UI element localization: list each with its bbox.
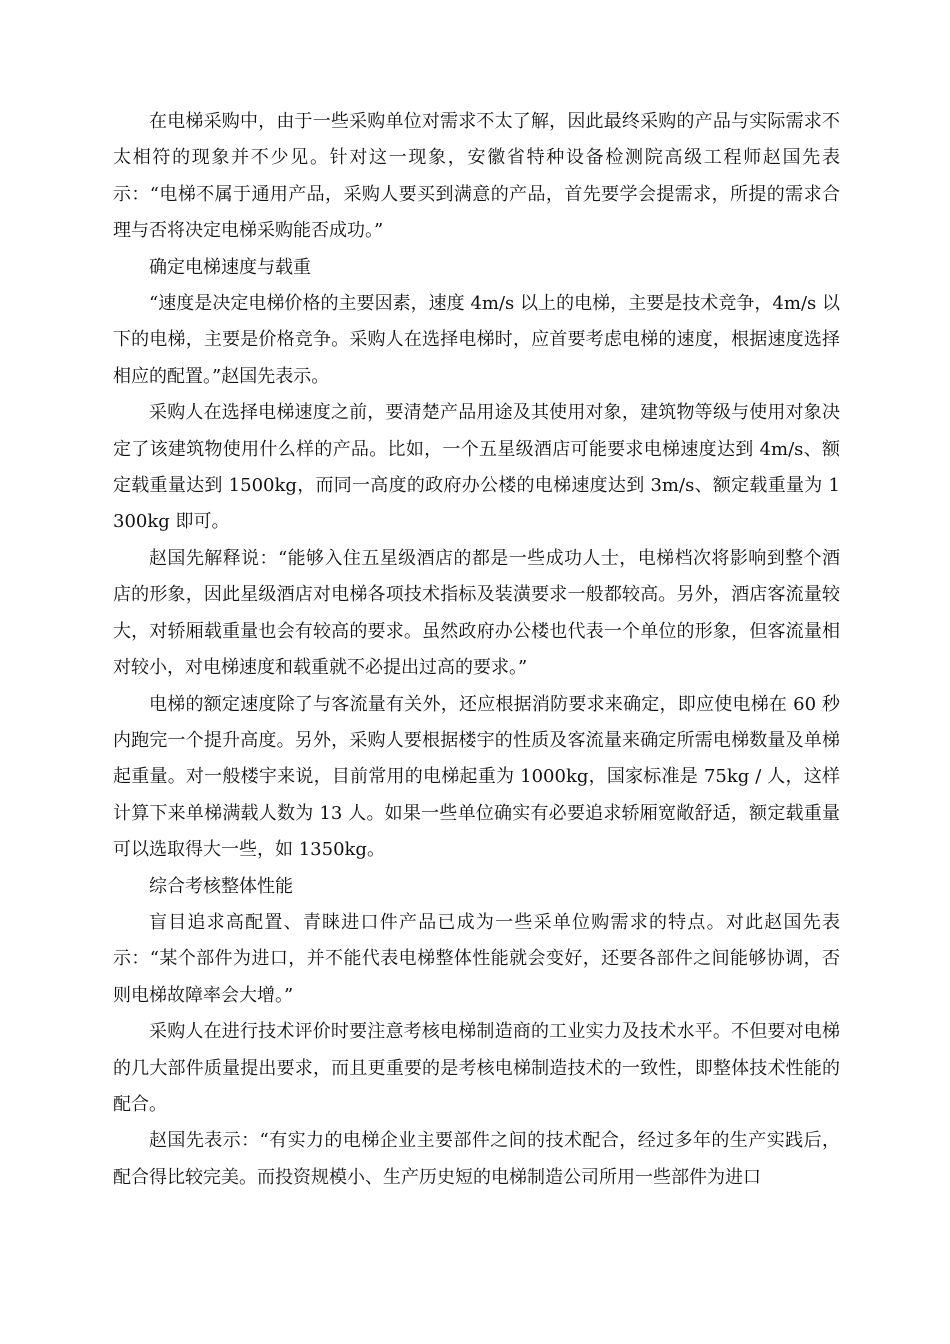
paragraph-intro: 在电梯采购中，由于一些采购单位对需求不太了解，因此最终采购的产品与实际需求不太相符的现象并不少见。针对这一现象，安徽省特种设备检测院高级工程师赵国先表示：“电梯不属于通用产品，采购人要买到满意的产品，首先要学会提需求，所提的需求合理与否将决定电梯采购能否成功。”: [113, 111, 840, 242]
paragraph-rated-speed: 电梯的额定速度除了与客流量有关外，还应根据消防要求来确定，即应使电梯在 60 秒内跑完一个提升高度。另外，采购人要根据楼宇的性质及客流量来确定所需电梯数量及单梯起重量。对一般楼宇来说，目前常用的电梯起重为 1000kg，国家标准是 75kg / 人，这样计算下来单梯满载人数为 13 人。如果一些单位确实有必要追求轿厢宽敞舒适，额定载重量可以选取得大一些，如 1350kg。: [113, 693, 840, 861]
paragraph-hotel-explanation: 赵国先解释说：“能够入住五星级酒店的都是一些成功人士，电梯档次将影响到整个酒店的形象，因此星级酒店对电梯各项技术指标及装潢要求一般都较高。另外，酒店客流量较大，对轿厢载重量也会有较高的要求。虽然政府办公楼也代表一个单位的形象，但客流量相对较小，对电梯速度和载重就不必提出过高的要求。”: [113, 547, 840, 679]
section-heading-speed-load: 确定电梯速度与载重: [149, 256, 311, 278]
paragraph-high-config: 盲目追求高配置、青睐进口件产品已成为一些采单位购需求的特点。对此赵国先表示：“某个部件为进口，并不能代表电梯整体性能就会变好，还要各部件之间能够协调，否则电梯故障率会大增。”: [113, 911, 840, 1006]
document-body: [113, 104, 840, 1196]
paragraph-speed-quote: “速度是决定电梯价格的主要因素，速度 4m/s 以上的电梯，主要是技术竞争，4m/s 以下的电梯，主要是价格竞争。采购人在选择电梯时，应首要考虑电梯的速度，根据速度选择相应的配置。”赵国先表示。: [113, 293, 840, 387]
paragraph-technical-evaluation: 采购人在进行技术评价时要注意考核电梯制造商的工业实力及技术水平。不但要对电梯的几大部件质量提出要求，而且更重要的是考核电梯制造技术的一致性，即整体技术性能的配合。: [113, 1021, 840, 1115]
paragraph-usage-target: 采购人在选择电梯速度之前，要清楚产品用途及其使用对象，建筑物等级与使用对象决定了该建筑物使用什么样的产品。比如，一个五星级酒店可能要求电梯速度达到 4m/s、额定载重量达到 1500kg，而同一高度的政府办公楼的电梯速度达到 3m/s、额定载重量为 1300kg 即可。: [113, 402, 840, 533]
paragraph-component-coordination: 赵国先表示：“有实力的电梯企业主要部件之间的技术配合，经过多年的生产实践后，配合得比较完美。而投资规模小、生产历史短的电梯制造公司所用一些部件为进口: [113, 1130, 840, 1188]
section-heading-overall-performance: 综合考核整体性能: [149, 875, 293, 897]
